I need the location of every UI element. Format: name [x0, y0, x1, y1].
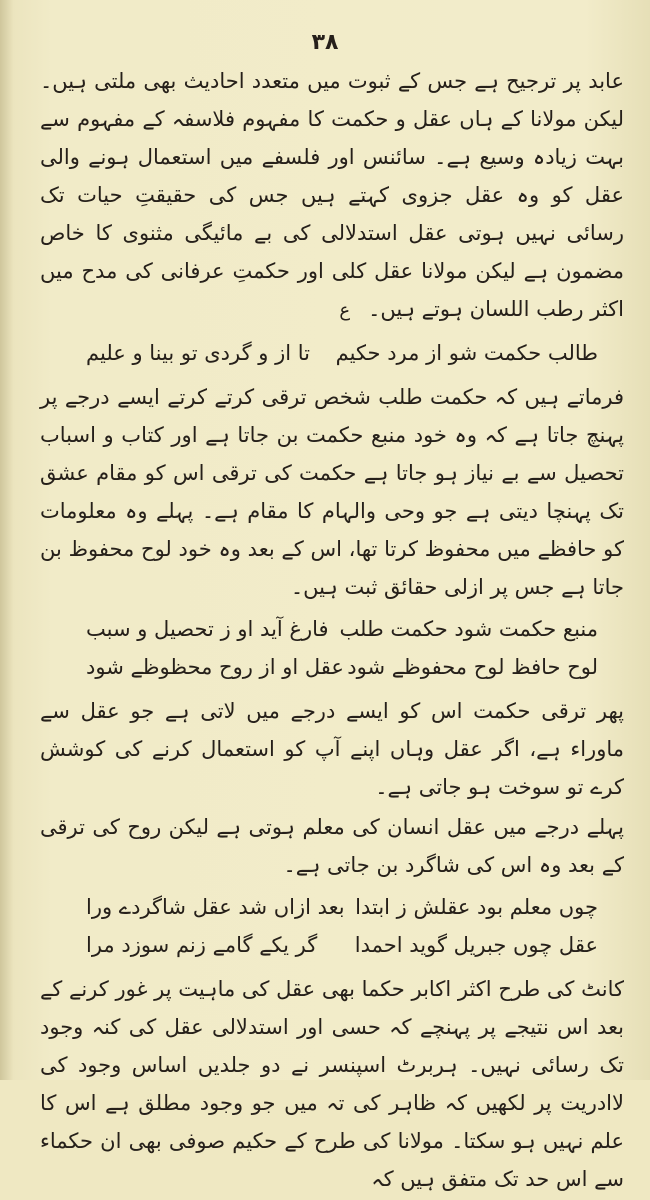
page-number: ٣٨: [311, 30, 339, 55]
hemistich-first: لوح حافظ لوح محفوظے شود: [347, 655, 598, 679]
verse-line: [40, 888, 624, 926]
paragraph: [40, 378, 624, 606]
paragraph-text: پہلے درجے میں عقل انسان کی معلم ہوتی ہے لیکن روح کی ترقی کے بعد وہ اس کی شاگرد بن جاتی ہے۔: [40, 815, 624, 877]
paragraph: [40, 62, 624, 330]
hemistich-first: طالب حکمت شو از مرد حکیم: [335, 341, 598, 365]
verse-line: [40, 610, 624, 648]
hemistich-second: تا از و گردی تو بینا و علیم: [86, 341, 311, 365]
verse-line: [40, 648, 624, 686]
paragraph: [40, 808, 624, 884]
hemistich-second: بعد ازاں شد عقل شاگردے ورا: [86, 895, 345, 919]
hemistich-second: عقل او از روح محظوظے شود: [86, 655, 344, 679]
paragraph: [40, 970, 624, 1198]
paragraph-text: فرماتے ہیں کہ حکمت طلب شخص ترقی کرتے کرتے ایسے درجے پر پہنچ جاتا ہے کہ وہ خود منبع حکمت بن جاتا ہے اور کتاب و اسباب تحصیل سے بے نیاز ہو جاتا ہے حکمت کی ترقی اس کو مقام عشق تک پہنچا دیتی ہے جو وحی والہام کا مقام ہے۔ پہلے وہ معلومات کو حافظے میں محفوظ کرتا تھا، اس کے بعد وہ خود لوح محفوظ بن جاتا ہے جس پر ازلی حقائق ثبت ہیں۔: [40, 385, 624, 599]
hemistich-first: عقل چوں جبریل گوید احمدا: [354, 933, 598, 957]
paragraph-text: عابد پر ترجیح ہے جس کے ثبوت میں متعدد احادیث بھی ملتی ہیں۔ لیکن مولانا کے ہاں عقل و حکمت کا مفہوم فلاسفہ کے مفہوم سے بہت زیادہ وسیع ہے۔ سائنس اور فلسفے میں استعمال ہونے والی عقل کو وہ عقل جزوی کہتے ہیں جس کی حقیقتِ حیات تک رسائی نہیں ہوتی عقل استدلالی کی بے مائیگی مثنوی کا خاص مضمون ہے لیکن مولانا عقل کلی اور حکمتِ عرفانی کی مدح میں اکثر رطب اللسان ہوتے ہیں۔: [40, 69, 624, 321]
page-binding-edge: [0, 0, 14, 1080]
hemistich-first: چوں معلم بود عقلش ز ابتدا: [355, 895, 598, 919]
paragraph: [40, 692, 624, 806]
verse-block: [40, 610, 624, 686]
verse-block: [40, 334, 624, 372]
verse-block: [40, 888, 624, 964]
verse-line: [40, 334, 624, 372]
verse-line: [40, 926, 624, 964]
paragraph-text: کانٹ کی طرح اکثر اکابر حکما بھی عقل کی ماہیت پر غور کرنے کے بعد اس نتیجے پر پہنچے کہ حسی اور استدلالی عقل کی کنہ وجود تک رسائی نہیں۔ ہربرٹ اسپنسر نے دو جلدیں اساس وجود کی لاادریت پر لکھیں کہ ظاہر کی تہ میں جو وجود مطلق ہے اس کا علم نہیں ہو سکتا۔ مولانا کی طرح کے حکیم صوفی بھی ان حکماء سے اس حد تک متفق ہیں کہ: [40, 977, 624, 1191]
page-body: [40, 62, 624, 1200]
verse-marker: ع: [339, 300, 351, 321]
hemistich-first: منبع حکمت شود حکمت طلب: [339, 617, 598, 641]
paragraph-text: پھر ترقی حکمت اس کو ایسے درجے میں لاتی ہے جو عقل سے ماوراء ہے، اگر عقل وہاں اپنے آپ کو استعمال کرنے کی کوشش کرے تو سوخت ہو جاتی ہے۔: [40, 699, 624, 799]
hemistich-second: گر یکے گامے زنم سوزد مرا: [86, 933, 318, 957]
hemistich-second: فارغ آید او ز تحصیل و سبب: [86, 617, 329, 641]
